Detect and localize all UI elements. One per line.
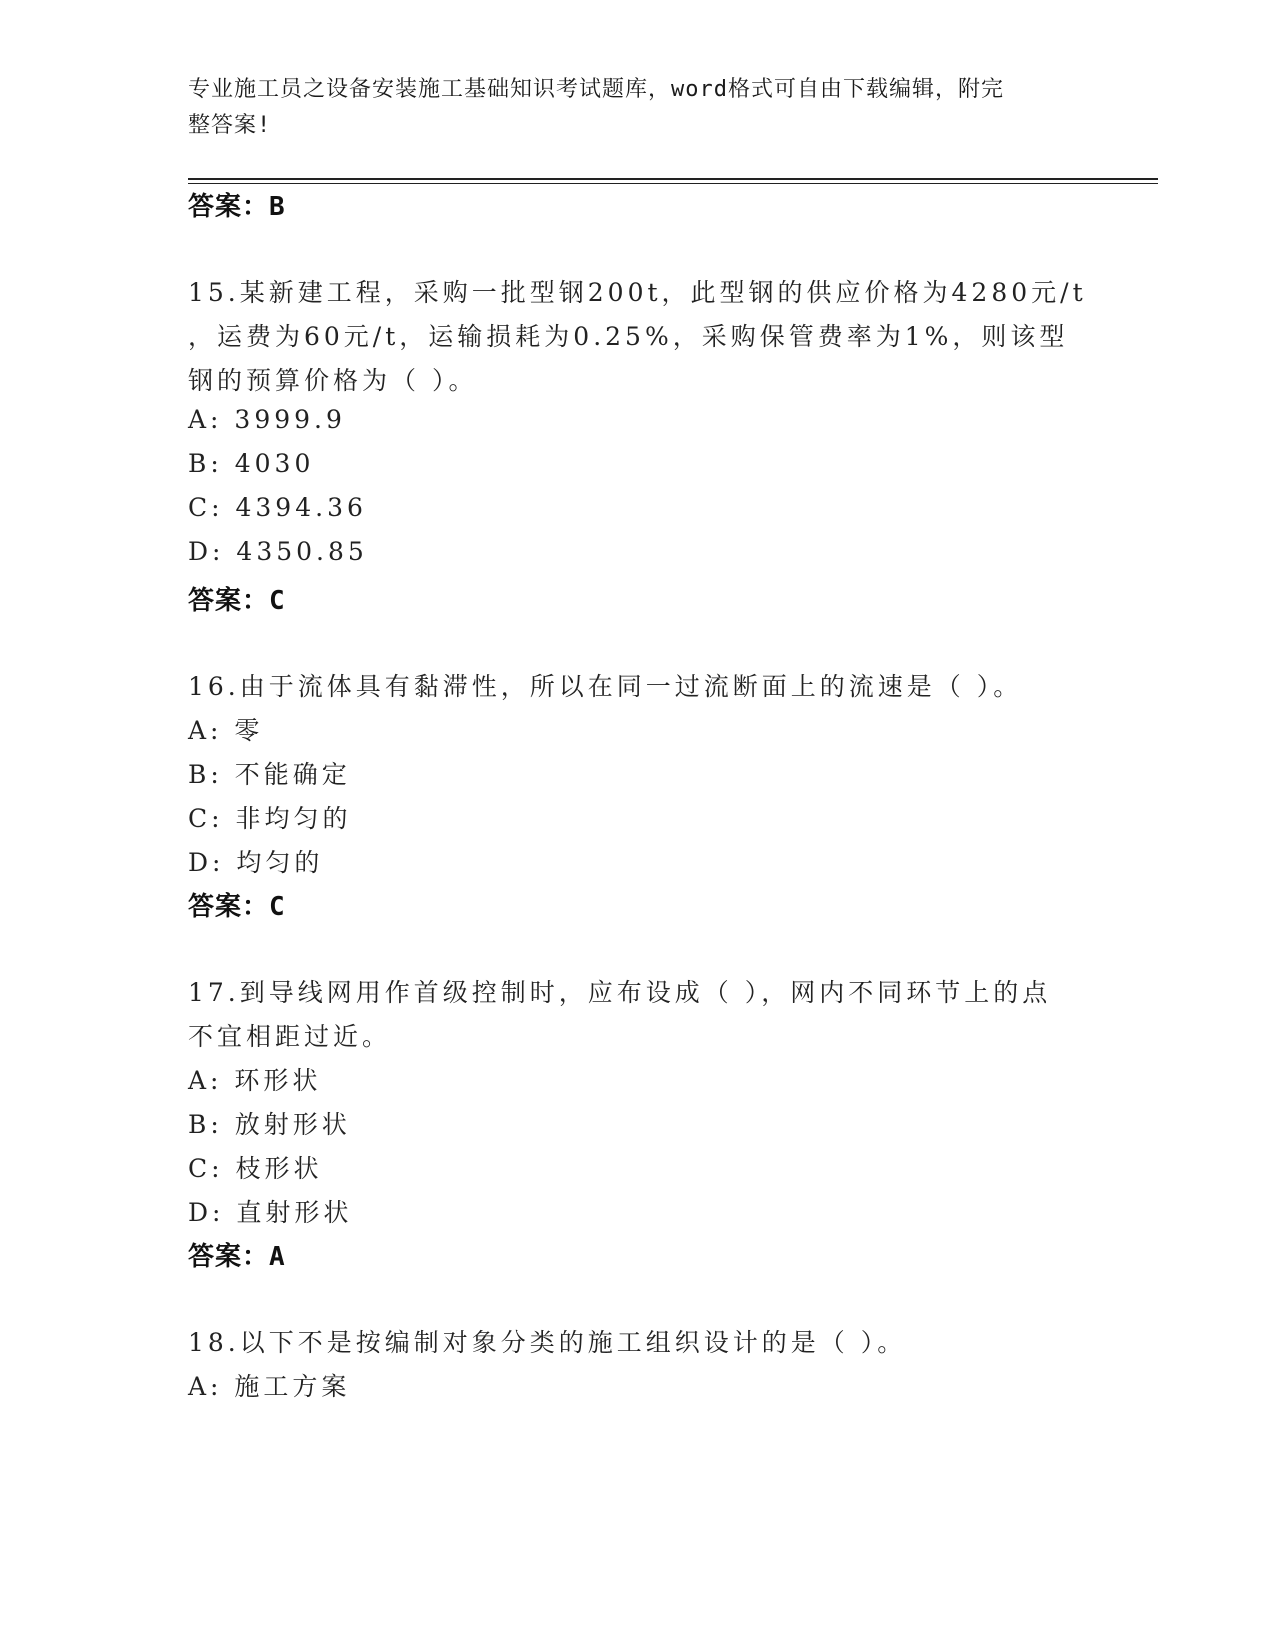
question-15-option-a: A: 3999.9 <box>188 405 346 434</box>
question-17-option-d: D: 直射形状 <box>188 1198 353 1227</box>
question-17-line-1: 17.到导线网用作首级控制时，应布设成（ ），网内不同环节上的点 <box>188 978 1052 1007</box>
question-16-option-d: D: 均匀的 <box>188 848 324 877</box>
answer-q16: 答案：C <box>188 892 286 922</box>
question-17-option-c: C: 枝形状 <box>188 1154 323 1183</box>
answer-q14: 答案：B <box>188 192 286 222</box>
question-17-option-a: A: 环形状 <box>188 1066 322 1095</box>
question-15-option-d: D: 4350.85 <box>188 537 368 566</box>
question-15-line-3: 钢的预算价格为（ ）。 <box>188 366 478 395</box>
question-18-line-1: 18.以下不是按编制对象分类的施工组织设计的是（ ）。 <box>188 1328 907 1357</box>
question-15-line-2: ，运费为60元/t，运输损耗为0.25%，采购保管费率为1%，则该型 <box>188 322 1069 351</box>
question-15-option-b: B: 4030 <box>188 449 315 478</box>
answer-q17: 答案：A <box>188 1242 286 1272</box>
question-16-option-c: C: 非均匀的 <box>188 804 352 833</box>
question-17-line-2: 不宜相距过近。 <box>188 1022 392 1051</box>
question-16-option-b: B: 不能确定 <box>188 760 351 789</box>
answer-q15: 答案：C <box>188 586 286 616</box>
header-line-1: 专业施工员之设备安装施工基础知识考试题库，word格式可自由下载编辑，附完 <box>188 77 1004 102</box>
question-17-option-b: B: 放射形状 <box>188 1110 351 1139</box>
question-18-option-a: A: 施工方案 <box>188 1372 351 1401</box>
document-header <box>188 72 1088 144</box>
question-15-option-c: C: 4394.36 <box>188 493 367 522</box>
question-16-option-a: A: 零 <box>188 716 264 745</box>
header-divider-thin <box>188 183 1158 184</box>
header-divider-thick <box>188 178 1158 180</box>
header-line-2: 整答案! <box>188 113 272 138</box>
question-16-line-1: 16.由于流体具有黏滞性，所以在同一过流断面上的流速是（ ）。 <box>188 672 1023 701</box>
question-15-line-1: 15.某新建工程，采购一批型钢200t，此型钢的供应价格为4280元/t <box>188 278 1087 307</box>
